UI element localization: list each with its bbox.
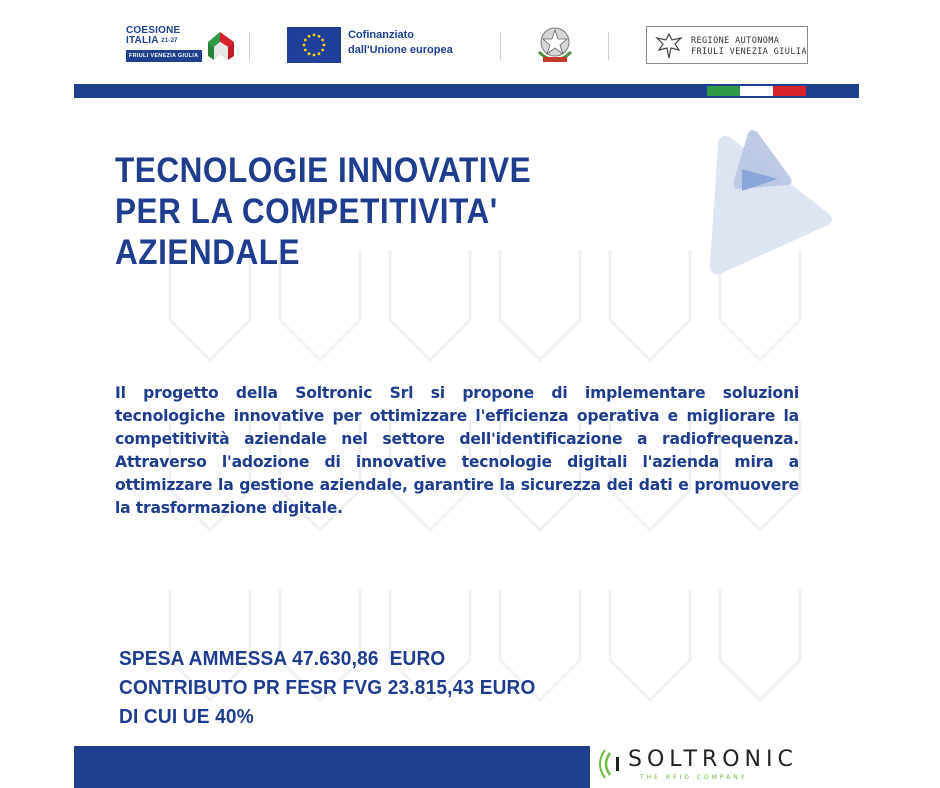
coesione-italia-logo [126,26,236,66]
funding-amounts [119,644,536,731]
flag-red-stripe [773,86,806,96]
coesione-mark-icon [204,26,236,64]
coesione-years: 21-27 [161,38,178,44]
coesione-title [126,26,180,46]
flag-green-stripe [707,86,740,96]
header-separator [500,32,501,60]
fvg-label [691,36,807,58]
coesione-region-label: FRIULI VENEZIA GIULIA [126,50,202,62]
title-line-1: TECNOLOGIE INNOVATIVE [115,151,532,190]
fvg-line2: FRIULI VENEZIA GIULIA [691,47,807,57]
spesa-ammessa: SPESA AMMESSA 47.630,86 EURO [119,647,446,670]
eu-cofinanced-label [348,28,453,58]
bottom-band [74,746,590,788]
fvg-line1: REGIONE AUTONOMA [691,36,780,46]
regione-fvg-logo [646,26,808,64]
quota-ue: DI CUI UE 40% [119,705,254,728]
coesione-line1: COESIONE [126,25,181,36]
soltronic-tagline: THE RFID COMPANY [640,774,748,781]
rfid-wave-icon [598,749,626,779]
italian-republic-emblem-icon [533,24,577,66]
eu-line2: dall'Unione europea [348,44,453,56]
contributo-fesr: CONTRIBUTO PR FESR FVG 23.815,43 EURO [119,676,536,699]
decorative-triangles [700,125,840,285]
soltronic-wordmark: SOLTRONIC [628,747,798,772]
page-title [115,150,619,273]
project-description: Il progetto della Soltronic Srl si propone di implementare soluzioni tecnologiche innovative per ottimizzare l'efficienza operativa e migliorare la competitività aziendale nel settore dell'identificazione a radiofrequenza. Attraverso l'adozione di innovative tecnologie digitali l'azienda mira a ottimizzare la gestione aziendale, garantire la sicurezza dei dati e promuovere la trasformazione digitale. [115,384,799,517]
eu-flag-icon [287,27,341,63]
header-separator [608,32,609,60]
flag-white-stripe [740,86,773,96]
soltronic-logo [598,745,862,785]
title-line-2: PER LA COMPETITIVITA' [115,192,498,231]
eu-line1: Cofinanziato [348,29,414,41]
title-line-3: AZIENDALE [115,233,301,272]
header-separator [249,32,250,60]
coesione-line2: ITALIA [126,35,159,46]
eagle-icon [653,30,685,62]
top-band [74,84,859,98]
